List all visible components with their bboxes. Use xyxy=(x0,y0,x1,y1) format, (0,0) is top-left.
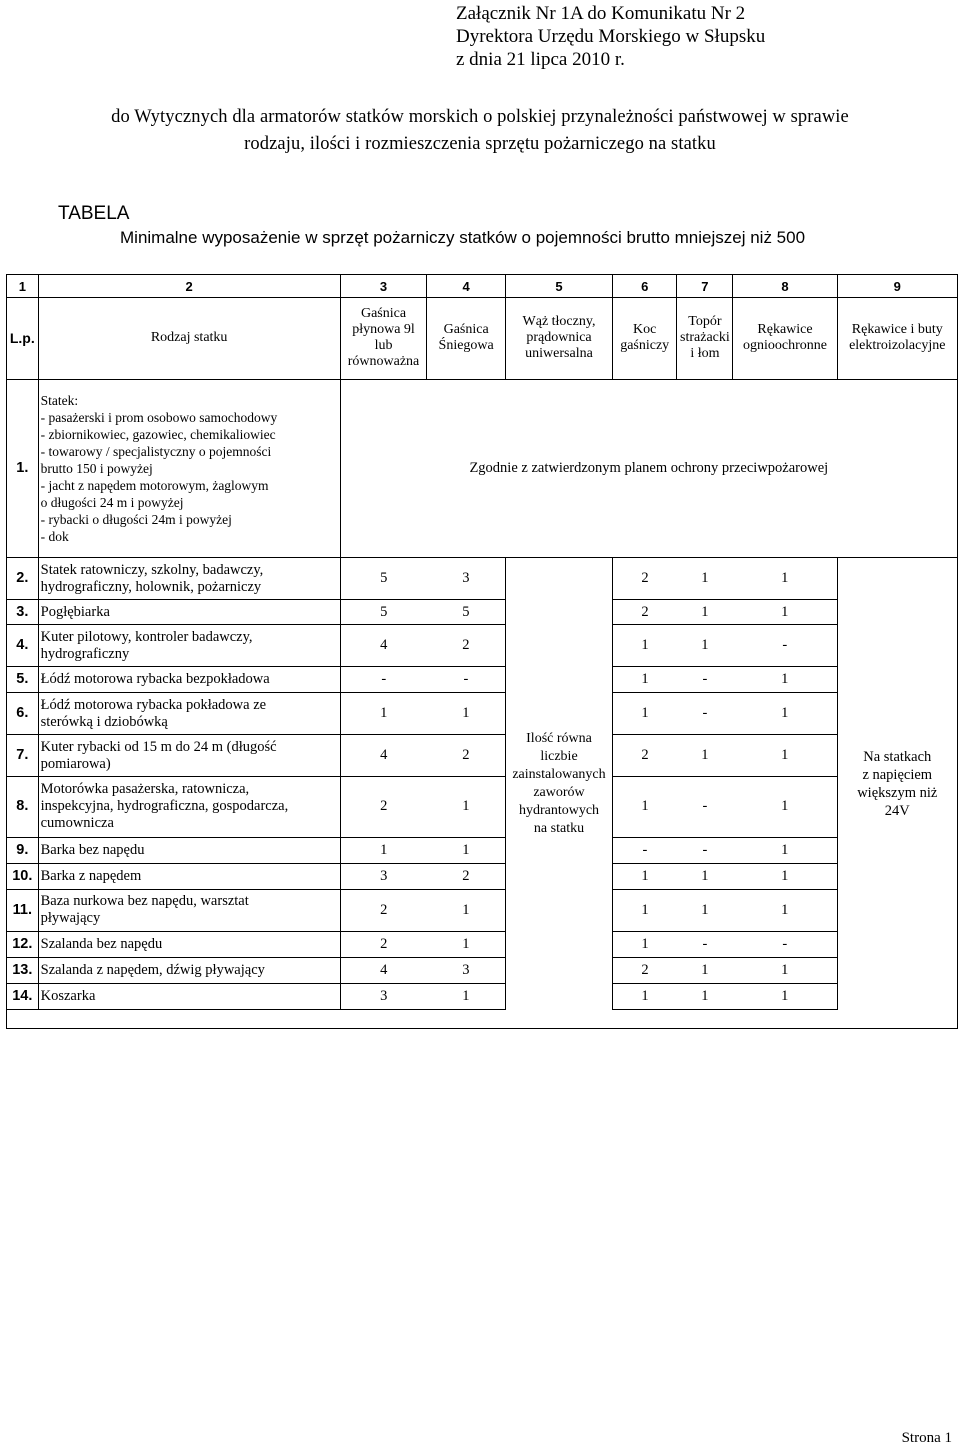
row-type: Motorówka pasażerska, ratownicza, inspekcyjna, hydrograficzna, gospodarcza, cumownicza xyxy=(38,776,340,837)
table-row xyxy=(7,735,958,777)
row-gloves: 1 xyxy=(733,776,837,837)
row-axe: 1 xyxy=(677,600,733,625)
row-snow: 2 xyxy=(427,625,506,667)
row-blanket: 1 xyxy=(613,776,677,837)
col-num: 5 xyxy=(505,275,612,298)
row-snow: 1 xyxy=(427,776,506,837)
row-foam: 5 xyxy=(340,600,427,625)
row-foam: 4 xyxy=(340,957,427,983)
page-number: Strona 1 xyxy=(901,1430,952,1446)
row-gloves: 1 xyxy=(733,735,837,777)
table-row xyxy=(7,776,958,837)
row-lp: 5. xyxy=(7,667,39,693)
col-num: 7 xyxy=(677,275,733,298)
col-num: 2 xyxy=(38,275,340,298)
row-type: Szalanda bez napędu xyxy=(38,931,340,957)
row-lp: 11. xyxy=(7,889,39,931)
insulating-note-text: Na statkach z napięciem większym niż 24V xyxy=(857,748,938,819)
row-type: Pogłębiarka xyxy=(38,600,340,625)
header-insulating: Rękawice i buty elektroizolacyjne xyxy=(837,298,957,380)
row-blanket: 1 xyxy=(613,667,677,693)
col-num: 9 xyxy=(837,275,957,298)
row-blanket: 2 xyxy=(613,600,677,625)
row-axe: - xyxy=(677,931,733,957)
row-axe: 1 xyxy=(677,983,733,1009)
row-blanket: 1 xyxy=(613,625,677,667)
guidelines-title xyxy=(0,104,960,158)
header-snow: Gaśnica Śniegowa xyxy=(427,298,506,380)
row-gloves: 1 xyxy=(733,889,837,931)
row-type: Barka z napędem xyxy=(38,863,340,889)
row-lp: 10. xyxy=(7,863,39,889)
row-blanket: 1 xyxy=(613,931,677,957)
row-blanket: 1 xyxy=(613,693,677,735)
table-row xyxy=(7,600,958,625)
row-gloves: 1 xyxy=(733,600,837,625)
row-foam: 1 xyxy=(340,837,427,863)
table-subtitle: Minimalne wyposażenie w sprzęt pożarniczy statków o pojemności brutto mniejszej niż 500 xyxy=(120,228,806,247)
row-type: Barka bez napędu xyxy=(38,837,340,863)
table-row xyxy=(7,889,958,931)
row-gloves: 1 xyxy=(733,837,837,863)
annex-header xyxy=(456,2,765,71)
row-type: Łódź motorowa rybacka bezpokładowa xyxy=(38,667,340,693)
row-gloves: 1 xyxy=(733,558,837,600)
row-snow: 1 xyxy=(427,693,506,735)
row-lp: 2. xyxy=(7,558,39,600)
row-lp: 12. xyxy=(7,931,39,957)
table-row xyxy=(7,931,958,957)
table-title-block xyxy=(58,202,805,250)
row-blanket: 2 xyxy=(613,957,677,983)
row-lp: 13. xyxy=(7,957,39,983)
row-blanket: - xyxy=(613,837,677,863)
row-type: Łódź motorowa rybacka pokładowa ze sterówką i dziobówką xyxy=(38,693,340,735)
header-blanket: Koc gaśniczy xyxy=(613,298,677,380)
header-lp: L.p. xyxy=(7,298,39,380)
hose-note-text: Ilość równa liczbie zainstalowanych zaworów hydrantowych na statku xyxy=(512,730,606,836)
row-type: Kuter pilotowy, kontroler badawczy, hydrograficzny xyxy=(38,625,340,667)
guidelines-line-2: rodzaju, ilości i rozmieszczenia sprzętu pożarniczego na statku xyxy=(244,134,716,154)
row-axe: - xyxy=(677,693,733,735)
row-snow: 1 xyxy=(427,931,506,957)
row-gloves: 1 xyxy=(733,863,837,889)
header-row xyxy=(7,298,958,380)
row-foam: 5 xyxy=(340,558,427,600)
row-type: Statek: - pasażerski i prom osobowo samochodowy - zbiornikowiec, gazowiec, chemikaliowiec - towarowy / specjalistyczny o pojemności brutto 150 i powyżej - jacht z napędem motorowym, żaglowym o długości 24 m i powyżej - rybacki o długości 24m i powyżej - dok xyxy=(38,379,340,558)
row-foam: 3 xyxy=(340,983,427,1009)
row-snow: 1 xyxy=(427,837,506,863)
equipment-table xyxy=(6,274,958,1029)
row-snow: 3 xyxy=(427,558,506,600)
row-gloves: 1 xyxy=(733,983,837,1009)
row-blanket: 2 xyxy=(613,558,677,600)
row-foam: - xyxy=(340,667,427,693)
row-lp: 3. xyxy=(7,600,39,625)
row-type: Kuter rybacki od 15 m do 24 m (długość pomiarowa) xyxy=(38,735,340,777)
column-number-row xyxy=(7,275,958,298)
col-num: 1 xyxy=(7,275,39,298)
row-axe: 1 xyxy=(677,957,733,983)
row-type: Szalanda z napędem, dźwig pływający xyxy=(38,957,340,983)
row-foam: 3 xyxy=(340,863,427,889)
annex-line-1: Załącznik Nr 1A do Komunikatu Nr 2 xyxy=(456,3,746,24)
hose-merged-note xyxy=(505,558,612,1010)
table-row xyxy=(7,558,958,600)
col-num: 3 xyxy=(340,275,427,298)
row-axe: - xyxy=(677,667,733,693)
row-snow: 2 xyxy=(427,863,506,889)
row-lp: 4. xyxy=(7,625,39,667)
row-blanket: 1 xyxy=(613,983,677,1009)
row-axe: 1 xyxy=(677,558,733,600)
row-axe: 1 xyxy=(677,863,733,889)
row-gloves: 1 xyxy=(733,667,837,693)
row-axe: 1 xyxy=(677,625,733,667)
blank-cell xyxy=(7,1010,958,1029)
table-row xyxy=(7,837,958,863)
row-blanket: 2 xyxy=(613,735,677,777)
col-num: 8 xyxy=(733,275,837,298)
row-type: Baza nurkowa bez napędu, warsztat pływający xyxy=(38,889,340,931)
annex-line-2: Dyrektora Urzędu Morskiego w Słupsku xyxy=(456,26,766,47)
table-blank-row xyxy=(7,1010,958,1029)
row-snow: 1 xyxy=(427,983,506,1009)
row-snow: 3 xyxy=(427,957,506,983)
table-row xyxy=(7,957,958,983)
table-row xyxy=(7,863,958,889)
row-gloves: - xyxy=(733,625,837,667)
row-foam: 1 xyxy=(340,693,427,735)
table-row xyxy=(7,667,958,693)
header-gloves: Rękawice ognioochronne xyxy=(733,298,837,380)
row-axe: - xyxy=(677,776,733,837)
row-foam: 4 xyxy=(340,735,427,777)
row-snow: 1 xyxy=(427,889,506,931)
table-row xyxy=(7,983,958,1009)
row-note: Zgodnie z zatwierdzonym planem ochrony przeciwpożarowej xyxy=(340,379,957,558)
row-lp: 8. xyxy=(7,776,39,837)
row-gloves: 1 xyxy=(733,693,837,735)
row-foam: 4 xyxy=(340,625,427,667)
row-axe: 1 xyxy=(677,735,733,777)
guidelines-line-1: do Wytycznych dla armatorów statków morskich o polskiej przynależności państwowej w sprawie xyxy=(111,107,849,127)
row-type: Statek ratowniczy, szkolny, badawczy, hydrograficzny, holownik, pożarniczy xyxy=(38,558,340,600)
row-axe: 1 xyxy=(677,889,733,931)
annex-line-3: z dnia 21 lipca 2010 r. xyxy=(456,49,625,70)
table-row xyxy=(7,625,958,667)
row-axe: - xyxy=(677,837,733,863)
table-row xyxy=(7,379,958,558)
row-foam: 2 xyxy=(340,889,427,931)
row-lp: 6. xyxy=(7,693,39,735)
header-ship-type: Rodzaj statku xyxy=(38,298,340,380)
row-lp: 1. xyxy=(7,379,39,558)
row-foam: 2 xyxy=(340,931,427,957)
row-snow: - xyxy=(427,667,506,693)
row-blanket: 1 xyxy=(613,889,677,931)
row-snow: 5 xyxy=(427,600,506,625)
col-num: 6 xyxy=(613,275,677,298)
row-snow: 2 xyxy=(427,735,506,777)
row-foam: 2 xyxy=(340,776,427,837)
row-lp: 9. xyxy=(7,837,39,863)
insulating-merged-note xyxy=(837,558,957,1010)
row-type: Koszarka xyxy=(38,983,340,1009)
header-foam: Gaśnica płynowa 9l lub równoważna xyxy=(340,298,427,380)
row-gloves: 1 xyxy=(733,957,837,983)
header-axe: Topór strażacki i łom xyxy=(677,298,733,380)
row-lp: 14. xyxy=(7,983,39,1009)
table-label: TABELA xyxy=(58,203,130,224)
table-row xyxy=(7,693,958,735)
col-num: 4 xyxy=(427,275,506,298)
header-hose: Wąż tłoczny, prądownica uniwersalna xyxy=(505,298,612,380)
row-gloves: - xyxy=(733,931,837,957)
row-blanket: 1 xyxy=(613,863,677,889)
row-lp: 7. xyxy=(7,735,39,777)
